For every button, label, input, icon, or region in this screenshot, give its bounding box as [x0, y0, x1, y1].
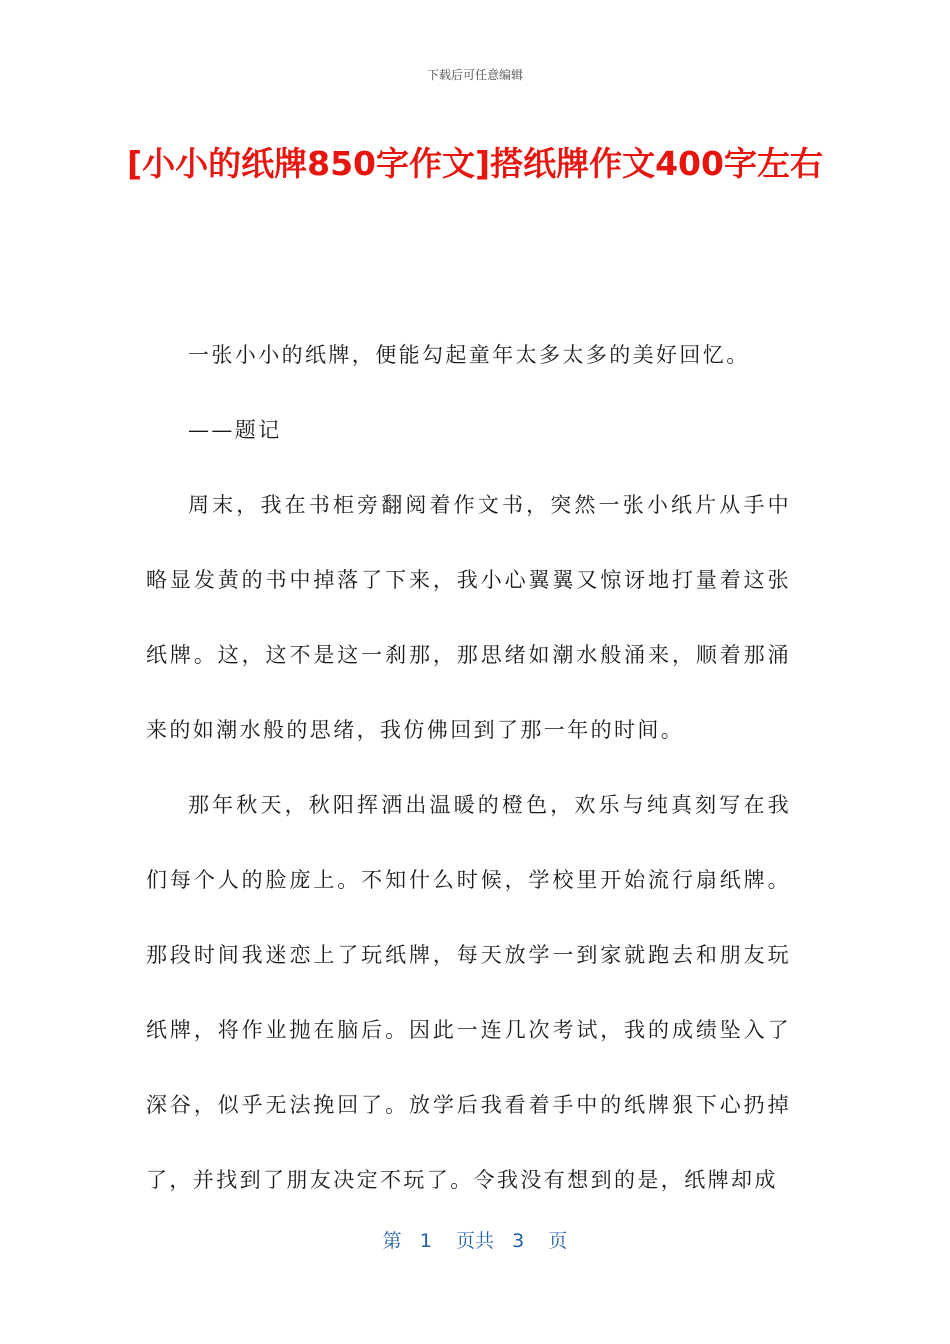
page-footer [0, 1226, 950, 1253]
page-suffix: 页 [548, 1230, 568, 1252]
paragraph: 那年秋天，秋阳挥洒出温暖的橙色，欢乐与纯真刻写在我们每个人的脸庞上。不知什么时候，学校里开始流行扇纸牌。那段时间我迷恋上了玩纸牌，每天放学一到家就跑去和朋友玩纸牌，将作业抛在脑后。因此一连几次考试，我的成绩坠入了深谷，似乎无法挽回了。放学后我看着手中的纸牌狠下心扔掉了，并找到了朋友决定不玩了。令我没有想到的是，纸牌却成 [146, 793, 791, 1192]
page-prefix: 第 [382, 1230, 402, 1252]
total-pages-number: 3 [512, 1230, 525, 1252]
paragraph: 一张小小的纸牌，便能勾起童年太多太多的美好回忆。 [188, 343, 750, 367]
paragraph: ——题记 [188, 418, 282, 442]
header-note: 下载后可任意编辑 [426, 68, 523, 82]
paragraph: 周末，我在书柜旁翻阅着作文书，突然一张小纸片从手中略显发黄的书中掉落了下来，我小心翼翼又惊讶地打量着这张纸牌。这，这不是这一刹那，那思绪如潮水般涌来，顺着那涌来的如潮水般的思绪，我仿佛回到了那一年的时间。 [146, 493, 791, 742]
page-middle: 页共 [455, 1230, 494, 1252]
current-page-number: 1 [419, 1230, 432, 1252]
document-body [146, 318, 791, 1218]
document-title: [小小的纸牌850字作文]搭纸牌作文400字左右 [127, 144, 823, 183]
